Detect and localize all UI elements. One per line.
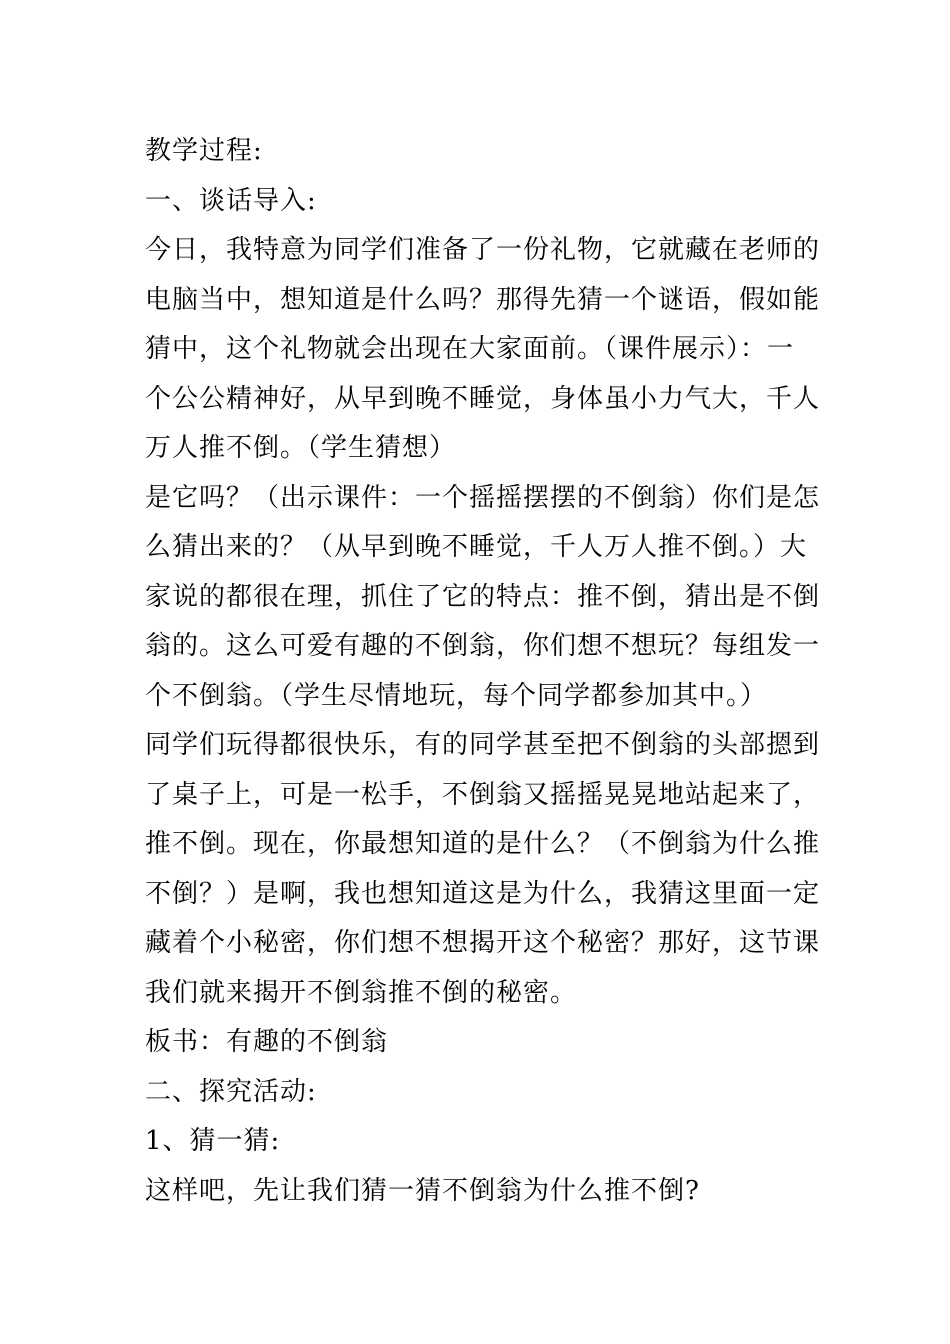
- paragraph-line: 推不倒。现在，你最想知道的是什么？（不倒翁为什么推: [145, 829, 821, 859]
- paragraph-line: 不倒？）是啊，我也想知道这是为什么，我猜这里面一定: [145, 878, 821, 909]
- section-heading-teaching-process: 教学过程:: [145, 136, 263, 166]
- document-body: [145, 127, 821, 1216]
- paragraph-line: 这样吧，先让我们猜一猜不倒翁为什么推不倒?: [145, 1175, 700, 1206]
- paragraph-line: 电脑当中，想知道是什么吗？那得先猜一个谜语，假如能: [145, 284, 821, 315]
- paragraph-line: 今日，我特意为同学们准备了一份礼物，它就藏在老师的: [145, 235, 821, 265]
- paragraph-line: 藏着个小秘密，你们想不想揭开这个秘密？那好，这节课: [145, 928, 821, 958]
- board-writing-line: 板书：有趣的不倒翁: [145, 1027, 389, 1057]
- paragraph-line: 是它吗？（出示课件：一个摇摇摆摆的不倒翁）你们是怎: [145, 482, 821, 513]
- paragraph-line: 猜中，这个礼物就会出现在大家面前。（课件展示）：一: [145, 334, 795, 364]
- paragraph-line: 个不倒翁。（学生尽情地玩，每个同学都参加其中。）: [145, 680, 768, 711]
- subsection-heading-guess: 1、猜一猜:: [145, 1126, 281, 1156]
- paragraph-line: 同学们玩得都很快乐，有的同学甚至把不倒翁的头部摁到: [145, 730, 821, 760]
- section-heading-intro: 一、谈话导入:: [145, 185, 317, 216]
- paragraph-line: 家说的都很在理，抓住了它的特点：推不倒，猜出是不倒: [145, 581, 821, 612]
- paragraph-line: 翁的。这么可爱有趣的不倒翁，你们想不想玩？每组发一: [145, 631, 821, 661]
- paragraph-line: 我们就来揭开不倒翁推不倒的秘密。: [145, 977, 578, 1008]
- section-heading-exploration: 二、探究活动:: [145, 1076, 317, 1107]
- paragraph-line: 个公公精神好，从早到晚不睡觉，身体虽小力气大，千人: [145, 383, 821, 414]
- paragraph-line: 了桌子上，可是一松手，不倒翁又摇摇晃晃地站起来了，: [145, 779, 821, 810]
- paragraph-line: 万人推不倒。（学生猜想）: [145, 433, 457, 463]
- paragraph-line: 么猜出来的？（从早到晚不睡觉，千人万人推不倒。）大: [145, 532, 808, 562]
